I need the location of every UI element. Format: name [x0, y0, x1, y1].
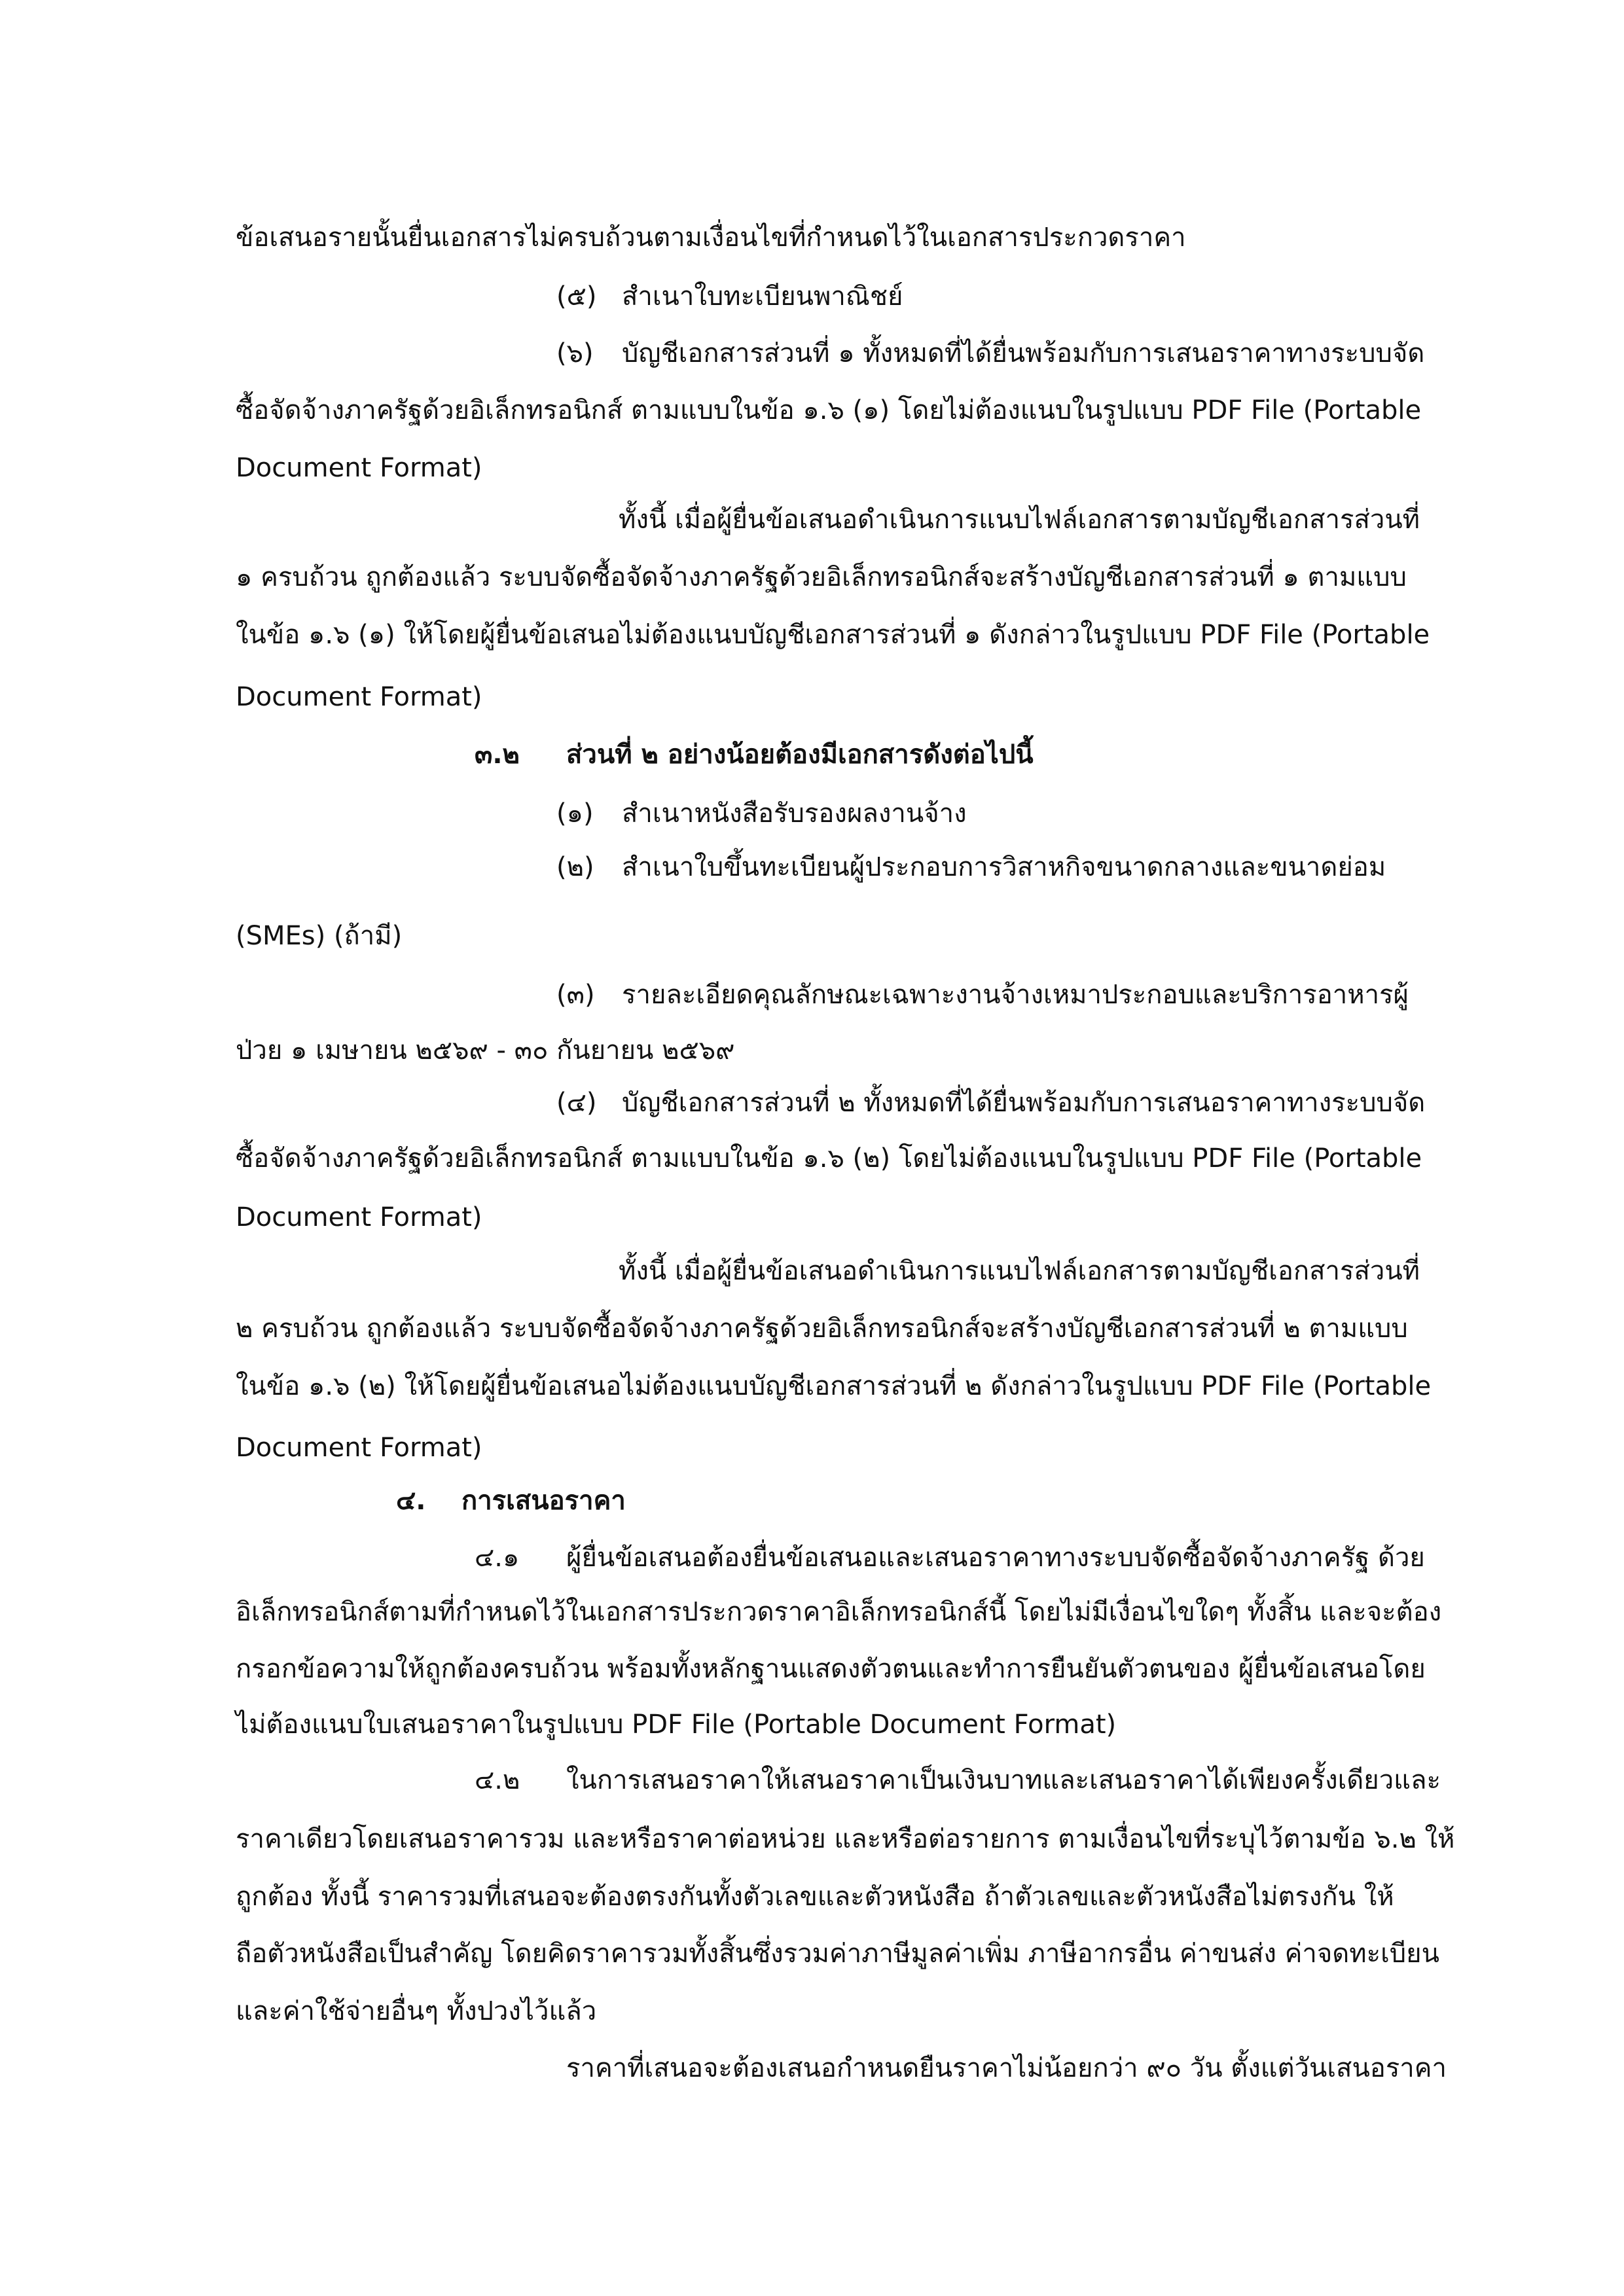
item-text: รายละเอียดคุณลักษณะเฉพาะงานจ้างเหมาประกอบและบริการอาหารผู้: [622, 980, 1409, 1010]
text-line: ข้อเสนอรายนั้นยื่นเอกสารไม่ครบถ้วนตามเงื่อนไขที่กำหนดไว้ในเอกสารประกวดราคา: [236, 223, 1186, 253]
item-text: สำเนาหนังสือรับรองผลงานจ้าง: [622, 798, 967, 829]
text-line: ไม่ต้องแนบใบเสนอราคาในรูปแบบ PDF File (Portable Document Format): [236, 1710, 1117, 1740]
item-text: บัญชีเอกสารส่วนที่ ๒ ทั้งหมดที่ได้ยื่นพร้อมกับการเสนอราคาทางระบบจัด: [622, 1088, 1426, 1118]
item-number: (๔): [556, 1088, 597, 1118]
heading-text: การเสนอราคา: [461, 1486, 626, 1516]
list-item: [556, 975, 1409, 1014]
text-line: ซื้อจัดจ้างภาครัฐด้วยอิเล็กทรอนิกส์ ตามแบบในข้อ ๑.๖ (๒) โดยไม่ต้องแนบในรูปแบบ PDF File (Portable: [236, 1143, 1422, 1174]
clause: [475, 1538, 1425, 1577]
clause-number: ๔.๒: [475, 1765, 520, 1795]
text-line: ป่วย ๑ เมษายน ๒๕๖๙ - ๓๐ กันยายน ๒๕๖๙: [236, 1035, 735, 1066]
text-line: ถูกต้อง ทั้งนี้ ราคารวมที่เสนอจะต้องตรงกันทั้งตัวเลขและตัวหนังสือ ถ้าตัวเลขและตัวหนังสือไม่ตรงกัน ให้: [236, 1882, 1394, 1912]
clause-text: ผู้ยื่นข้อเสนอต้องยื่นข้อเสนอและเสนอราคาทางระบบจัดซื้อจัดจ้างภาครัฐ ด้วย: [566, 1543, 1425, 1573]
item-text: บัญชีเอกสารส่วนที่ ๑ ทั้งหมดที่ได้ยื่นพร้อมกับการเสนอราคาทางระบบจัด: [622, 338, 1425, 368]
heading-text: ส่วนที่ ๒ อย่างน้อยต้องมีเอกสารดังต่อไปนี้: [566, 740, 1034, 770]
text-line: ในข้อ ๑.๖ (๒) ให้โดยผู้ยื่นข้อเสนอไม่ต้องแนบบัญชีเอกสารส่วนที่ ๒ ดังกล่าวในรูปแบบ PDF File (Portable: [236, 1371, 1432, 1401]
text-line: อิเล็กทรอนิกส์ตามที่กำหนดไว้ในเอกสารประกวดราคาอิเล็กทรอนิกส์นี้ โดยไม่มีเงื่อนไขใดๆ ทั้งสิ้น และจะต้อง: [236, 1597, 1442, 1627]
list-item: [556, 277, 903, 316]
item-number: (๓): [556, 980, 595, 1010]
item-number: (๒): [556, 852, 594, 882]
heading-number: ๓.๒: [475, 740, 520, 770]
text-line: Document Format): [236, 1433, 482, 1463]
list-item: [556, 794, 967, 833]
item-number: (๕): [556, 281, 597, 312]
text-line: ๒ ครบถ้วน ถูกต้องแล้ว ระบบจัดซื้อจัดจ้างภาครัฐด้วยอิเล็กทรอนิกส์จะสร้างบัญชีเอกสารส่วนที่ ๒ ตามแบบ: [236, 1314, 1408, 1344]
item-number: (๑): [556, 798, 594, 829]
text-line: ทั้งนี้ เมื่อผู้ยื่นข้อเสนอดำเนินการแนบไฟล์เอกสารตามบัญชีเอกสารส่วนที่: [619, 1256, 1420, 1286]
list-item: [556, 848, 1386, 887]
section-heading: [396, 1481, 626, 1520]
heading-number: ๔.: [396, 1486, 426, 1516]
text-line: ราคาที่เสนอจะต้องเสนอกำหนดยืนราคาไม่น้อยกว่า ๙๐ วัน ตั้งแต่วันเสนอราคา: [566, 2053, 1447, 2083]
text-line: ทั้งนี้ เมื่อผู้ยื่นข้อเสนอดำเนินการแนบไฟล์เอกสารตามบัญชีเอกสารส่วนที่: [619, 505, 1420, 535]
text-line: ราคาเดียวโดยเสนอราคารวม และหรือราคาต่อหน่วย และหรือต่อรายการ ตามเงื่อนไขที่ระบุไว้ตามข้อ ๖.๒ ให้: [236, 1824, 1455, 1854]
text-line: ๑ ครบถ้วน ถูกต้องแล้ว ระบบจัดซื้อจัดจ้างภาครัฐด้วยอิเล็กทรอนิกส์จะสร้างบัญชีเอกสารส่วนที่ ๑ ตามแบบ: [236, 562, 1407, 592]
section-heading: [475, 735, 1034, 774]
clause-text: ในการเสนอราคาให้เสนอราคาเป็นเงินบาทและเสนอราคาได้เพียงครั้งเดียวและ: [566, 1765, 1441, 1795]
text-line: Document Format): [236, 453, 482, 483]
item-text: สำเนาใบทะเบียนพาณิชย์: [622, 281, 903, 312]
text-line: ถือตัวหนังสือเป็นสำคัญ โดยคิดราคารวมทั้งสิ้นซึ่งรวมค่าภาษีมูลค่าเพิ่ม ภาษีอากรอื่น ค่าขนส่ง ค่าจดทะเบียน: [236, 1939, 1439, 1969]
text-line: Document Format): [236, 682, 482, 712]
text-line: และค่าใช้จ่ายอื่นๆ ทั้งปวงไว้แล้ว: [236, 1996, 597, 2026]
clause-number: ๔.๑: [475, 1543, 520, 1573]
text-line: Document Format): [236, 1202, 482, 1232]
list-item: [556, 334, 1424, 373]
text-line: ในข้อ ๑.๖ (๑) ให้โดยผู้ยื่นข้อเสนอไม่ต้องแนบบัญชีเอกสารส่วนที่ ๑ ดังกล่าวในรูปแบบ PDF File (Portable: [236, 620, 1430, 650]
text-line: ซื้อจัดจ้างภาครัฐด้วยอิเล็กทรอนิกส์ ตามแบบในข้อ ๑.๖ (๑) โดยไม่ต้องแนบในรูปแบบ PDF File (Portable: [236, 395, 1422, 425]
item-text: สำเนาใบขึ้นทะเบียนผู้ประกอบการวิสาหกิจขนาดกลางและขนาดย่อม: [622, 852, 1386, 882]
clause: [475, 1761, 1441, 1800]
text-line: กรอกข้อความให้ถูกต้องครบถ้วน พร้อมทั้งหลักฐานแสดงตัวตนและทำการยืนยันตัวตนของ ผู้ยื่นข้อเสนอโดย: [236, 1654, 1426, 1684]
item-number: (๖): [556, 338, 594, 368]
list-item: [556, 1083, 1425, 1122]
text-line: (SMEs) (ถ้ามี): [236, 921, 403, 951]
